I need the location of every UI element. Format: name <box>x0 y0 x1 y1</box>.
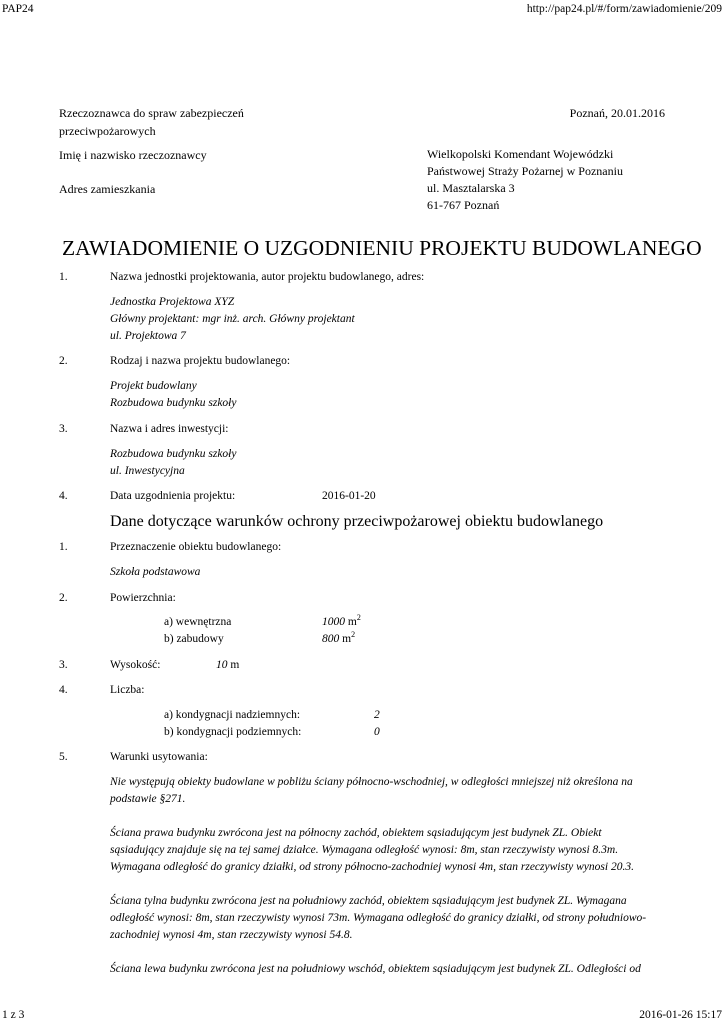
site-name: PAP24 <box>2 3 34 15</box>
paragraph-line: Wymagana odległość do granicy działki, od strony północno-zachodniej wynosi 4m, stan rzeczywisty wynosi 20.3. <box>110 861 634 873</box>
area-unit: m <box>342 633 352 645</box>
item-number: 1. <box>59 541 68 553</box>
area-exponent: 2 <box>356 613 361 623</box>
recipient-line: Wielkopolski Komendant Wojewódzki <box>427 147 614 161</box>
purpose-value: Szkoła podstawowa <box>110 566 201 578</box>
paragraph-line: Nie występują obiekty budowlane w pobliżu ściany północno-wschodniej, w odległości mniejszej niż określona na <box>110 776 633 788</box>
area-exponent: 2 <box>351 630 356 640</box>
paragraph-line: odległość wynosi: 8m, stan rzeczywisty wynosi 73m. Wymagana odległość do granicy działki, od strony południowo- <box>110 912 647 924</box>
recipient-line: ul. Masztalarska 3 <box>427 181 515 195</box>
place-date: Poznań, 20.01.2016 <box>569 106 665 120</box>
item-label: Powierzchnia: <box>110 592 176 604</box>
item-number: 1. <box>59 271 68 283</box>
height-unit: m <box>230 659 240 671</box>
item-value-line: Jednostka Projektowa XYZ <box>110 296 235 308</box>
item-number: 2. <box>59 592 68 604</box>
item-label: Liczba: <box>110 684 145 696</box>
paragraph-line: podstawie §271. <box>110 793 186 805</box>
paragraph-line: zachodniej wynosi 4m, stan rzeczywisty wynosi 54.8. <box>110 929 353 941</box>
item-value-line: Rozbudowa budynku szkoły <box>110 448 237 460</box>
item-label: Nazwa jednostki projektowania, autor projektu budowlanego, adres: <box>110 271 425 283</box>
area-row-label: a) wewnętrzna <box>164 616 232 628</box>
item-label: Data uzgodnienia projektu: <box>110 490 236 502</box>
address-label: Adres zamieszkania <box>59 182 156 196</box>
conditions-paragraph <box>110 961 665 978</box>
approval-date: 2016-01-20 <box>322 490 376 502</box>
area-unit: m <box>347 616 357 628</box>
item-label: Warunki usytowania: <box>110 751 208 763</box>
print-timestamp: 2016-01-26 15:17 <box>639 1009 722 1021</box>
conditions-paragraph <box>110 825 665 876</box>
height-number: 10 <box>216 659 228 671</box>
area-row-label: b) zabudowy <box>164 633 224 645</box>
item-value-block <box>110 378 236 412</box>
conditions-paragraph <box>110 893 665 944</box>
height-value <box>216 657 239 674</box>
paragraph-line: Ściana lewa budynku zwrócona jest na południowy wschód, obiektem sąsiadującym jest budynek ZL. Odległości od <box>110 963 641 975</box>
item-number: 4. <box>59 490 68 502</box>
item-value-block <box>110 294 355 345</box>
item-label: Nazwa i adres inwestycji: <box>110 423 229 435</box>
recipient-line: Państwowej Straży Pożarnej w Poznaniu <box>427 164 623 178</box>
name-label: Imię i nazwisko rzeczoznawcy <box>59 148 207 162</box>
sender-org-line2: przeciwpożarowych <box>59 124 156 138</box>
storey-row-label: a) kondygnacji nadziemnych: <box>164 709 301 721</box>
item-value-line: Rozbudowa budynku szkoły <box>110 397 237 409</box>
storey-row-value: 2 <box>374 709 380 721</box>
item-label: Wysokość: <box>110 659 161 671</box>
item-number: 4. <box>59 684 68 696</box>
paragraph-line: sąsiadujący znajduje się na tej samej działce. Wymagana odległość wynosi: 8m, stan rzeczywisty wynosi 8.3m. <box>110 844 619 856</box>
item-value-line: ul. Inwestycyjna <box>110 465 185 477</box>
item-value-line: Projekt budowlany <box>110 380 197 392</box>
conditions-paragraph <box>110 774 665 808</box>
paragraph-line: Ściana tylna budynku zwrócona jest na południowy zachód, obiektem sąsiadującym jest budynek ZL. Wymagana <box>110 895 627 907</box>
area-number: 1000 <box>322 616 345 628</box>
item-number: 3. <box>59 423 68 435</box>
item-number: 2. <box>59 355 68 367</box>
page-counter: 1 z 3 <box>2 1009 25 1021</box>
item-number: 5. <box>59 751 68 763</box>
recipient-line: 61-767 Poznań <box>427 198 500 212</box>
area-row-value <box>322 631 355 648</box>
item-value-line: Główny projektant: mgr inż. arch. Główny projektant <box>110 313 355 325</box>
item-number: 3. <box>59 659 68 671</box>
storey-row-label: b) kondygnacji podziemnych: <box>164 726 302 738</box>
sender-block <box>59 104 244 140</box>
document-title: ZAWIADOMIENIE O UZGODNIENIU PROJEKTU BUDOWLANEGO <box>62 236 702 260</box>
section-subtitle: Dane dotyczące warunków ochrony przeciwpożarowej obiektu budowlanego <box>110 513 604 530</box>
page-url[interactable]: http://pap24.pl/#/form/zawiadomienie/209 <box>526 3 722 15</box>
area-row-value <box>322 614 361 631</box>
item-value-block <box>110 446 236 480</box>
recipient-block <box>427 146 623 214</box>
storey-row-value: 0 <box>374 726 380 738</box>
item-label: Rodzaj i nazwa projektu budowlanego: <box>110 355 291 367</box>
item-value-line: ul. Projektowa 7 <box>110 330 186 342</box>
item-label: Przeznaczenie obiektu budowlanego: <box>110 541 282 553</box>
paragraph-line: Ściana prawa budynku zwrócona jest na północny zachód, obiektem sąsiadującym jest budynek ZL. Obiekt <box>110 827 602 839</box>
sender-org-line1: Rzeczoznawca do spraw zabezpieczeń <box>59 106 244 120</box>
area-number: 800 <box>322 633 340 645</box>
